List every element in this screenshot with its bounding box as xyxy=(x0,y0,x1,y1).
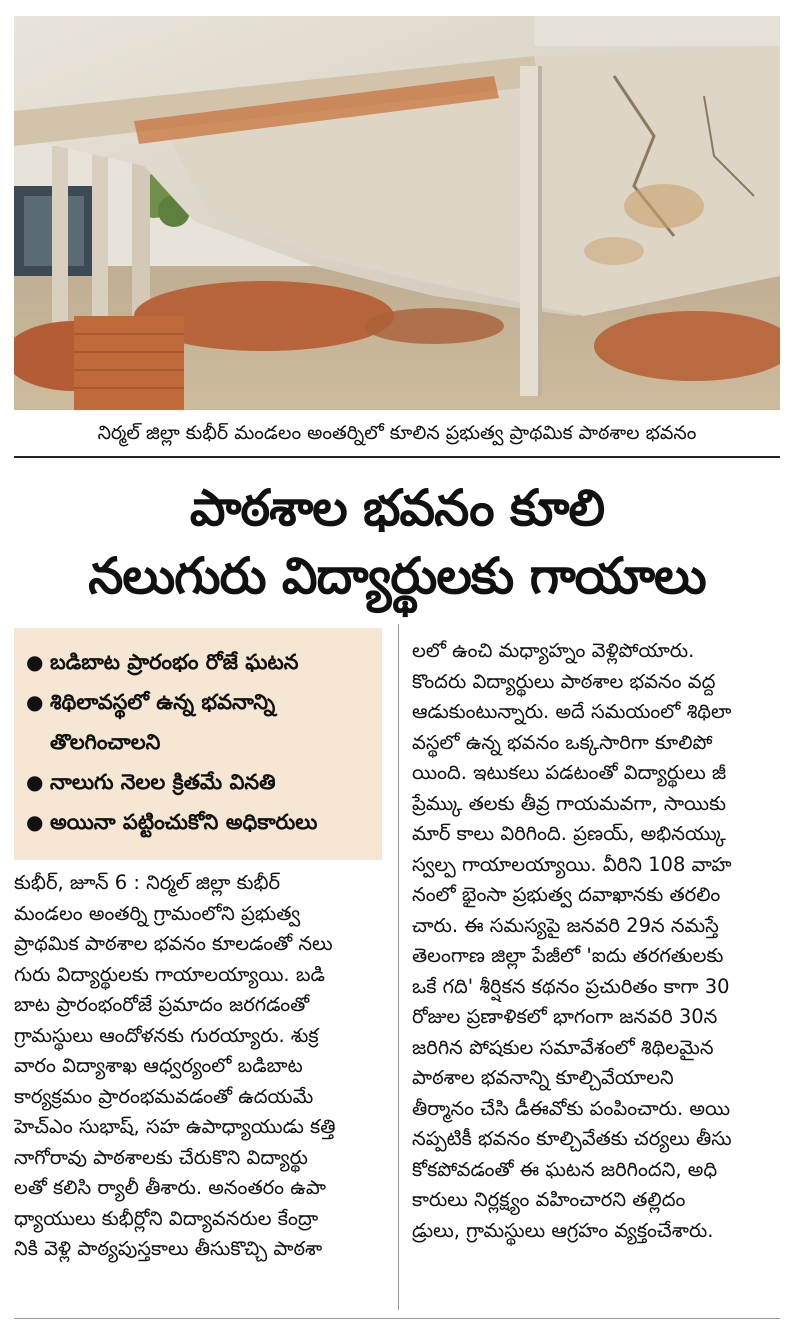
body-line: స్వల్ప గాయాలయ్యాయి. వీరిని 108 వాహ xyxy=(412,852,732,876)
body-line: కొందరు విద్యార్థులు పాఠశాల భవనం వద్ద xyxy=(412,669,716,693)
body-line: కార్యక్రమం ప్రారంభమవడంతో ఉదయమే xyxy=(14,1084,314,1108)
bottom-divider xyxy=(14,1318,780,1319)
body-line: రోజుల ప్రణాళికలో భాగంగా జనవరి 30న xyxy=(412,1005,718,1028)
headline-line-1: పాఠశాల భవనం కూలి xyxy=(189,479,605,537)
bullet-icon: ● xyxy=(26,650,44,674)
body-line: ప్రాథమిక పాఠశాల భవనం కూలడంతో నలు xyxy=(14,932,333,955)
collapsed-building-illustration xyxy=(14,16,780,410)
body-line: ప్రేమ్కు తలకు తీవ్ర గాయమవగా, సాయికు xyxy=(412,791,726,815)
body-line: గురు విద్యార్థులకు గాయాలయ్యాయి. బడి xyxy=(14,962,325,986)
bullet-icon: ● xyxy=(26,690,44,714)
body-line: నికి వెళ్లి పాఠ్యపుస్తకాలు తీసుకొచ్చి పాఠశా xyxy=(14,1237,323,1260)
column-divider xyxy=(398,624,399,1310)
body-line: తీర్మానం చేసి డీఈవోకు పంపించారు. అయి xyxy=(412,1096,731,1120)
body-line: లతో కలిసి ర్యాలీ తీశారు. అనంతరం ఉపా xyxy=(14,1176,326,1199)
body-line: బాట ప్రారంభంరోజే ప్రమాదం జరగడంతో xyxy=(14,993,310,1016)
body-line: నంలో భైంసా ప్రభుత్వ దవాఖానకు తరలిం xyxy=(412,883,721,906)
body-line: కారులు నిర్లక్ష్యం వహించారని తల్లిదం xyxy=(412,1188,686,1211)
caption-divider xyxy=(14,456,780,458)
body-line: యింది. ఇటుకలు పడటంతో విద్యార్థులు జీ xyxy=(412,761,727,784)
news-photo xyxy=(14,16,780,410)
highlight-item: ● శిథిలావస్థలో ఉన్న భవనాన్ని తొలగించాలని xyxy=(26,682,372,762)
body-line: ఒకే గది' శీర్షికన కథనం ప్రచురితం కాగా 30 xyxy=(412,974,730,998)
body-line: లలో ఉంచి మధ్యాహ్నం వెళ్లిపోయారు. xyxy=(412,639,695,662)
article-body-right xyxy=(412,636,784,1246)
body-line: ధ్యాయులు కుభీర్లోని విద్యావనరుల కేంద్రా xyxy=(14,1206,319,1230)
body-line: కోకపోవడంతో ఈ ఘటన జరిగిందని, అధి xyxy=(412,1157,718,1181)
body-line: మార్ కాలు విరిగింది. ప్రణయ్, అభినయ్కు xyxy=(412,822,726,845)
highlight-item: ● నాలుగు నెలల క్రితమే వినతి xyxy=(26,762,372,802)
body-line: వారం విద్యాశాఖ ఆధ్వర్యంలో బడిబాట xyxy=(14,1054,303,1077)
body-line: ఆడుకుంటున్నారు. అదే సమయంలో శిథిలా xyxy=(412,700,732,723)
body-line: డ్రులు, గ్రామస్థులు ఆగ్రహం వ్యక్తంచేశారు. xyxy=(412,1218,714,1242)
highlight-item: ● బడిబాట ప్రారంభం రోజే ఘటన xyxy=(26,642,372,682)
body-line: జరిగిన పోషకుల సమావేశంలో శిథిలమైన xyxy=(412,1035,714,1059)
body-line: మండలం అంతర్ని గ్రామంలోని ప్రభుత్వ xyxy=(14,901,301,925)
body-line: చారు. ఈ సమస్యపై జనవరి 29న నమస్తే xyxy=(412,913,719,937)
body-line: కుభీర్, జూన్ 6 : నిర్మల్ జిల్లా కుభీర్ xyxy=(14,871,281,894)
headline-line-2: నలుగురు విద్యార్థులకు గాయాలు xyxy=(88,547,706,605)
body-line: తెలంగాణ జిల్లా పేజీలో 'ఐదు తరగతులకు xyxy=(412,944,724,967)
article-body-left xyxy=(14,868,386,1265)
body-line: హెచ్ఎం సుభాష్, సహ ఉపాధ్యాయుడు కత్తి xyxy=(14,1115,336,1138)
highlights-box xyxy=(14,628,382,860)
body-line: వస్థలో ఉన్న భవనం ఒక్కసారిగా కూలిపో xyxy=(412,730,713,754)
highlight-item: ● అయినా పట్టించుకోని అధికారులు xyxy=(26,802,372,842)
photo-caption: నిర్మల్ జిల్లా కుభీర్ మండలం అంతర్నిలో కూలిన ప్రభుత్వ ప్రాథమిక పాఠశాల భవనం xyxy=(97,422,697,444)
body-line: గ్రామస్థులు ఆందోళనకు గురయ్యారు. శుక్ర xyxy=(14,1023,319,1047)
bullet-icon: ● xyxy=(26,770,44,794)
body-line: నప్పటికీ భవనం కూల్చివేతకు చర్యలు తీసు xyxy=(412,1127,732,1150)
body-line: నాగోరావు పాఠశాలకు చేరుకొని విద్యార్థు xyxy=(14,1145,308,1169)
bullet-icon: ● xyxy=(26,810,44,834)
body-line: పాఠశాల భవనాన్ని కూల్చివేయాలని xyxy=(412,1066,674,1089)
